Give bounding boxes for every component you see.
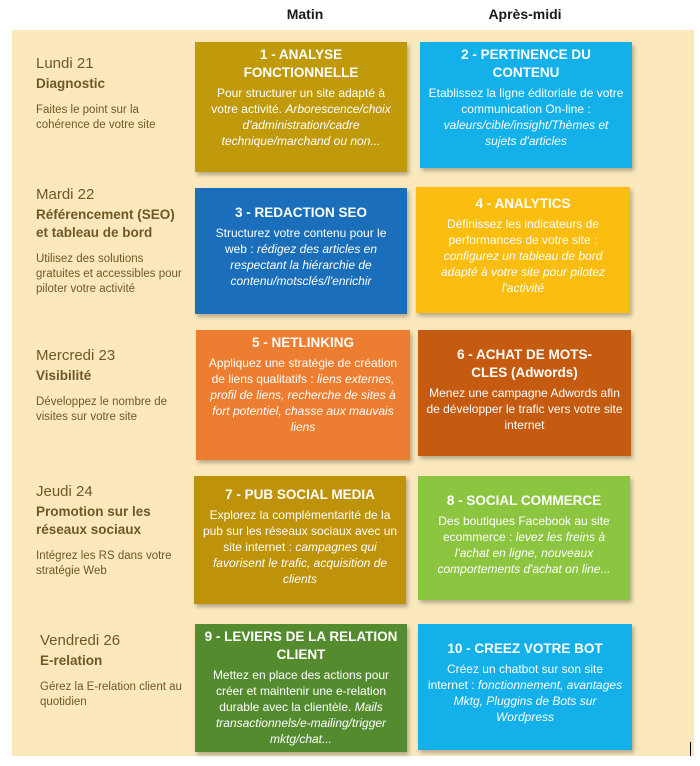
day-description: Utilisez des solutions gratuites et accessibles pour piloter votre activité [36, 253, 182, 295]
card-text: Appliquez une stratégie de création de liens qualitatifs : [208, 356, 398, 386]
day-monday [36, 55, 186, 133]
card-text: Créez un chatbot sur son site internet : [427, 662, 604, 692]
day-theme: Référencement (SEO) et tableau de bord [36, 207, 175, 240]
card-italic: rédigez des articles en respectant la hiérarchie de contenu/motsclés/l'enrichir [230, 242, 378, 288]
header-afternoon: Après-midi [488, 6, 562, 22]
day-theme: E-relation [40, 653, 103, 668]
card-italic: valeurs/cible/insight/Thèmes et sujets d'articles [443, 118, 609, 148]
day-friday [40, 632, 190, 710]
card-title: 5 - NETLINKING [251, 335, 354, 350]
card-title: 2 - PERTINENCE DU CONTENU [461, 47, 591, 80]
card-analyse-fonctionnelle[interactable] [195, 42, 407, 172]
card-title: 7 - PUB SOCIAL MEDIA [225, 487, 375, 502]
day-name: Jeudi 24 [36, 483, 93, 500]
card-text: Des boutiques Facebook au site ecommerce : [438, 514, 610, 544]
card-title: 9 - LEVIERS DE LA RELATION CLIENT [204, 629, 398, 662]
card-italic: Mails transactionnels/e-mailing/trigger mktg/chat... [215, 700, 387, 746]
card-text: Mettez en place des actions pour créer et maintenir une e-relation durable avec la clientèle. [212, 668, 390, 714]
card-pub-social-media[interactable] [194, 476, 406, 604]
card-title: 3 - REDACTION SEO [234, 205, 367, 220]
card-italic: campagnes qui favorisent le trafic, acquisition de clients [212, 540, 388, 586]
card-text: Définissez les indicateurs de performances de votre site : [446, 217, 600, 247]
card-italic: configurez un tableau de bord adapté à votre site pour pilotez l'activité [440, 249, 606, 295]
day-thursday [36, 483, 186, 579]
header-morning: Matin [286, 6, 324, 22]
day-wednesday [36, 347, 186, 425]
day-description: Intégrez les RS dans votre stratégie Web [36, 550, 172, 577]
card-italic: liens externes, profil de liens, recherche de sites à fort potentiel, chasse aux mauvais liens [210, 372, 396, 434]
day-tuesday [36, 186, 186, 297]
text-cursor [690, 742, 691, 756]
day-name: Lundi 21 [36, 55, 94, 72]
card-text: Structurez votre contenu pour le web : [215, 226, 387, 256]
card-redaction-seo[interactable] [195, 188, 407, 314]
day-description: Gérez la E-relation client au quotidien [40, 681, 182, 708]
day-theme: Promotion sur les réseaux sociaux [36, 504, 151, 537]
card-text: Etablissez la ligne éditoriale de votre communication On-line : [428, 86, 624, 116]
card-title: 6 - ACHAT DE MOTS-CLES (Adwords) [457, 347, 592, 380]
card-netlinking[interactable] [196, 330, 410, 460]
card-italic: fonctionnement, avantages Mktg, Pluggins de Bots sur Wordpress [453, 678, 623, 724]
card-analytics[interactable] [416, 187, 630, 313]
card-text: Menez une campagne Adwords afin de développer le trafic vers votre site internet [426, 386, 623, 432]
card-text: Explorez la complémentarité de la pub sur les réseaux sociaux avec un site internet : [202, 508, 398, 554]
card-leviers-relation-client[interactable] [195, 624, 407, 752]
day-description: Faites le point sur la cohérence de votre site [36, 104, 156, 131]
card-title: 1 - ANALYSE FONCTIONNELLE [243, 47, 359, 80]
day-description: Développez le nombre de visites sur votre site [36, 396, 168, 423]
day-theme: Visibilité [36, 368, 92, 383]
card-italic: Arborescence/choix d'administration/cadre technique/marchand ou non... [221, 102, 391, 148]
day-name: Mardi 22 [36, 186, 95, 203]
card-italic: levez les freins à l'achat en ligne, nouveaux comportements d'achat on line... [437, 530, 611, 576]
card-achat-mots-cles[interactable] [418, 330, 631, 456]
day-name: Vendredi 26 [40, 632, 121, 649]
day-theme: Diagnostic [36, 76, 106, 91]
card-text: Pour structurer un site adapté à votre activité. [211, 86, 386, 116]
card-title: 8 - SOCIAL COMMERCE [446, 493, 602, 508]
card-creez-votre-bot[interactable] [418, 624, 632, 750]
day-name: Mercredi 23 [36, 347, 116, 364]
card-pertinence-contenu[interactable] [420, 42, 632, 168]
card-title: 10 - CREEZ VOTRE BOT [447, 641, 603, 656]
card-social-commerce[interactable] [418, 476, 630, 600]
card-title: 4 - ANALYTICS [475, 196, 571, 211]
